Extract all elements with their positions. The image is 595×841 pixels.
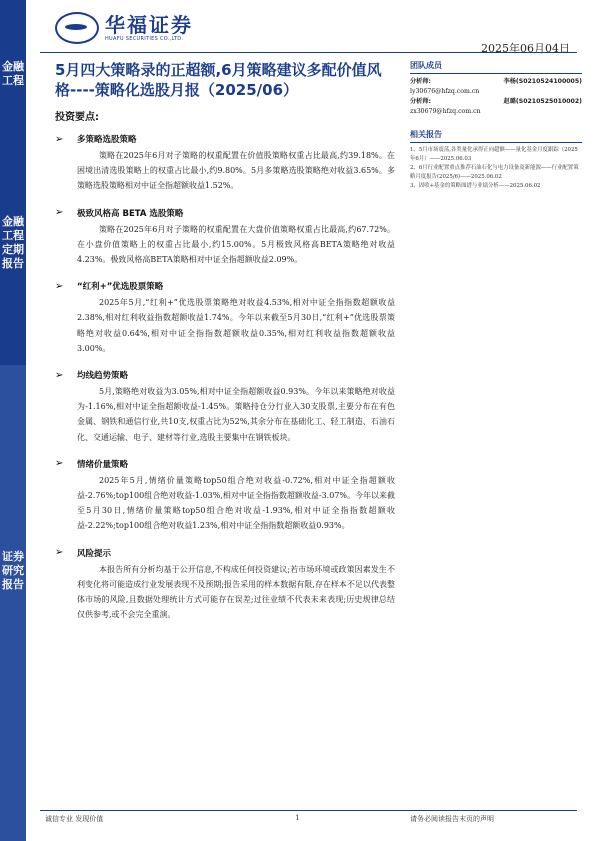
arrow-icon: ➢ [55, 207, 64, 219]
block-text: 2025年5月,“红利+”优选股票策略绝对收益4.53%,相对中证全指指数超额收益2.38%,相对红利收益指数超额收益1.74%。今年以来截至5月30日,“红利+”优选股票策略绝对收益0.64%,相对中证全指指数超额收益0.35%,相对红利收益指数超额收益3.00%。 [77, 298, 395, 353]
sidebar-label-research: 证券研究报告 [2, 550, 24, 591]
related-report-link[interactable]: 2、6月行业配置重点推荐石油石化与电力设备及新能源——行业配置策略月度报告(2025/6)——2025.06.02 [410, 165, 579, 180]
strategy-block [55, 130, 395, 194]
block-heading: 极致风格高 BETA 选股策略 [77, 208, 184, 219]
analyst-heading: 团队成员 [410, 60, 582, 74]
sidebar [0, 0, 26, 841]
arrow-icon: ➢ [55, 280, 64, 292]
block-text: 2025年5月,情绪价量策略top50组合绝对收益-0.72%,相对中证全指超额收益-2.76%;top100组合绝对收益-1.03%,相对中证全指指数超额收益-3.07%。今年以来截至5月30日,情绪价量策略top50组合绝对收益-1.93%,相对中证全指指数超额收益-2.22%;top100组合绝对收益1.23%,相对中证全指指数超额收益0.93%。 [77, 475, 396, 531]
arrow-icon: ➢ [55, 547, 64, 559]
analyst-entry [410, 77, 582, 97]
footer-slogan: 诚信专业 发现价值 [45, 815, 104, 823]
strategy-block [55, 366, 395, 445]
sidebar-label-report-type: 金融工程定期报告 [2, 215, 24, 270]
brand-logo [55, 12, 193, 44]
block-heading: “红利+”优选股票策略 [77, 282, 164, 293]
main-content [55, 130, 395, 632]
logo-icon [55, 12, 99, 44]
block-text: 策略在2025年6月对子策略的权重配置在大盘价值策略权重占比最高,约67.72%。在小盘价值策略上的权重占比最小,约15.00%。5月极致风格高BETA策略绝对收益4.23%。极致风格高BETA策略相对中证全指超额收益2.09%。 [77, 224, 395, 265]
arrow-icon: ➢ [55, 369, 64, 381]
brand-name-cn: 华福证券 [105, 13, 193, 37]
analyst-entry [410, 97, 582, 117]
block-text: 5月,策略绝对收益为3.05%,相对中证全指超额收益0.93%。今年以来策略绝对收益为-1.16%,相对中证全指超额收益-1.45%。策略持仓分行业入30支股票,主要分布在有色金属、钢铁和通信行业,共10支,权重占比为52%,其余分布在基础化工、轻工制造、石油石化、交通运输、电子、建材等行业,选股主要集中在钢铁板块。 [77, 387, 395, 442]
section-label: 投资要点: [55, 112, 99, 123]
right-panel [410, 60, 582, 191]
related-list [410, 146, 582, 191]
analyst-email[interactable]: ly30676@hfzq.com.cn [410, 88, 480, 95]
brand-name-en: HUAFU SECURITIES CO.,LTD. [105, 36, 184, 42]
sidebar-lower-panel [0, 365, 26, 841]
page-number: 1 [295, 814, 300, 822]
footer-disclaimer: 请务必阅读报告末页的声明 [410, 815, 494, 823]
related-report-link[interactable]: 3、固收+基金的策略图谱与业绩分析——2025.06.02 [410, 183, 541, 189]
block-heading: 风险提示 [77, 548, 112, 559]
block-heading: 多策略选股策略 [77, 135, 137, 145]
strategy-block [55, 204, 395, 268]
footer-divider [40, 810, 577, 811]
report-title: 5月四大策略录的正超额,6月策略建议多配价值风格----策略化选股月报（2025/06） [55, 61, 382, 99]
block-text: 本报告所有分析均基于公开信息,不构成任何投资建议;若市场环境或政策因素发生不利变化将可能造成行业发展表现不及预期;报告采用的样本数据有限,存在样本不足以代表整体市场的风险,且数据处理统计方式可能存在误差;过往业绩不代表未来表现;历史规律总结仅供参考,或不会完全重演。 [77, 564, 395, 620]
strategy-block [55, 455, 395, 534]
analyst-name: 李杨(S0210524100005) [503, 78, 582, 85]
analyst-name: 赵璐(S0210525010002) [503, 98, 582, 105]
report-date: 2025年06月04日 [481, 42, 570, 55]
related-report-link[interactable]: 1、5月市场震荡,各类量化承得正向超额——量化基金月度跟踪（2025年6月）——2025.06.03 [410, 147, 578, 162]
analyst-label: 分析师: [410, 98, 432, 105]
arrow-icon: ➢ [55, 133, 64, 145]
header-divider [40, 52, 577, 53]
analyst-email[interactable]: zx30679@hfzq.com.cn [410, 108, 481, 115]
analyst-label: 分析师: [410, 78, 432, 85]
block-heading: 均线趋势策略 [77, 371, 129, 382]
risk-block [55, 544, 395, 623]
related-heading: 相关报告 [410, 129, 582, 143]
arrow-icon: ➢ [55, 458, 64, 470]
block-heading: 情绪价量策略 [77, 459, 129, 470]
strategy-block [55, 277, 395, 356]
sidebar-label-category: 金融工程 [2, 60, 24, 87]
block-text: 策略在2025年6月对子策略的权重配置在价值股策略权重占比最高,约39.18%。在困境出清选股策略上的权重占比最小,约9.80%。5月多策略选股策略绝对收益3.65%。多策略选股策略相对中证全指超额收益1.52%。 [77, 151, 395, 191]
